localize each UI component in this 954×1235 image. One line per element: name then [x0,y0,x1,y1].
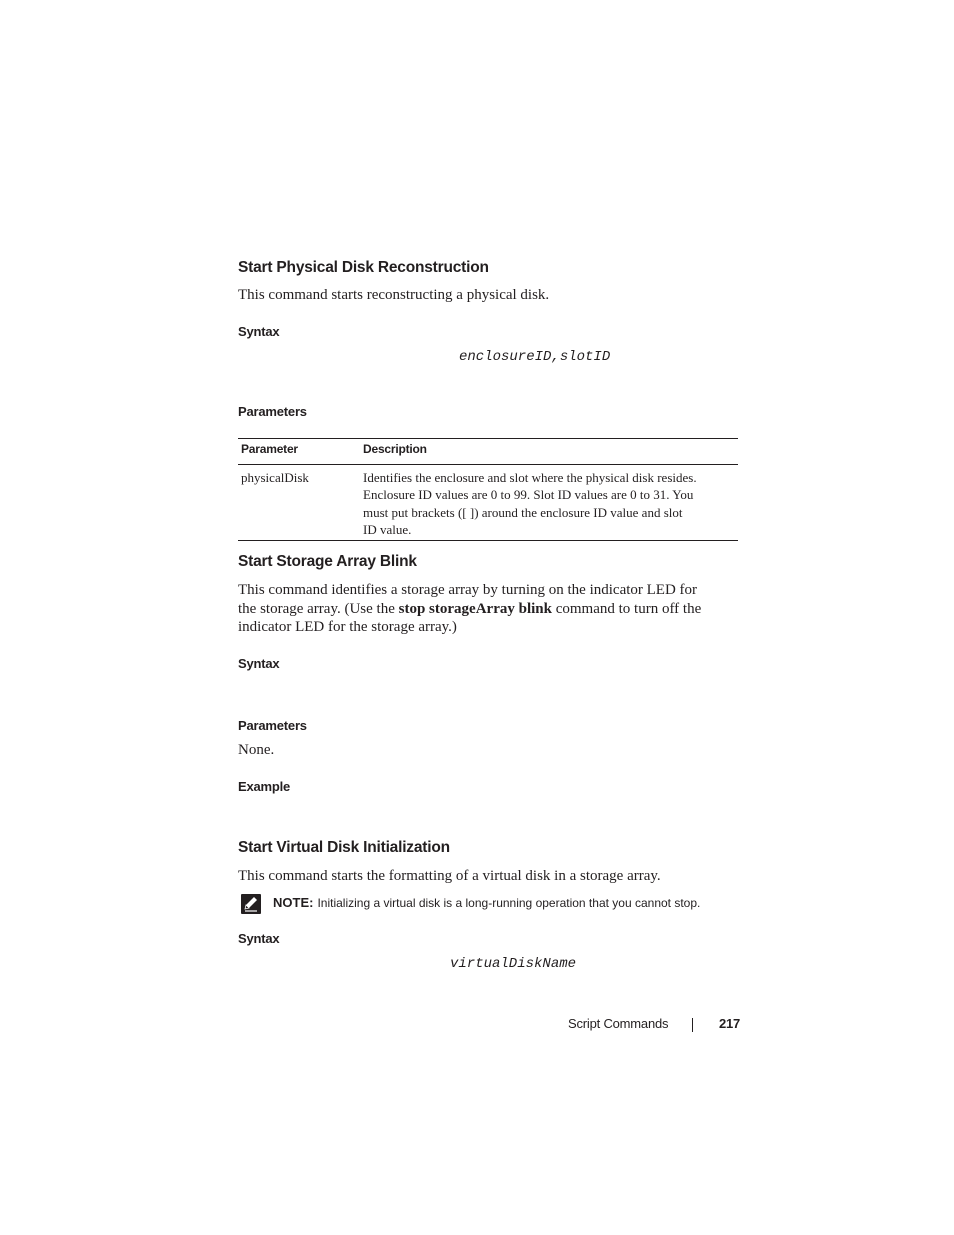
paragraph-line: This command identifies a storage array by turning on the indicator LED for [238,582,698,598]
paragraph-text: command to turn off the [551,600,702,617]
section-title-storage-array-blink: Start Storage Array Blink [238,553,417,570]
parameters-heading: Parameters [238,404,307,419]
table-header-parameter: Parameter [241,442,298,456]
example-heading: Example [238,779,291,794]
syntax-heading: Syntax [238,931,280,946]
section-intro: This command starts the formatting of a virtual disk in a storage array. [238,868,661,884]
table-header-row [238,439,738,465]
table-cell-description [363,469,735,538]
description-line: ID value. [363,521,412,537]
command-name-bold: stop storageArray blink [398,600,552,617]
description-line: Enclosure ID values are 0 to 99. Slot ID values are 0 to 31. You [363,487,694,503]
description-line: Identifies the enclosure and slot where the physical disk resides. [363,470,697,485]
syntax-code: enclosureID,slotID [459,349,611,365]
section-title-physical-disk-reconstruction: Start Physical Disk Reconstruction [238,259,489,276]
pencil-note-icon [241,894,261,914]
syntax-heading: Syntax [238,656,280,671]
note-label: NOTE: [273,895,314,910]
note-text: Initializing a virtual disk is a long-running operation that you cannot stop. [317,896,701,910]
section-title-virtual-disk-initialization: Start Virtual Disk Initialization [238,839,450,856]
paragraph-line: indicator LED for the storage array.) [238,619,457,635]
parameters-text: None. [238,742,275,758]
footer-divider [692,1018,693,1032]
section-paragraph [238,581,701,637]
paragraph-text: the storage array. (Use the [238,600,399,617]
paragraph-line [238,600,701,619]
note [273,894,700,912]
table-header-description: Description [363,442,427,456]
description-line: must put brackets ([ ]) around the enclosure ID value and slot [363,504,683,520]
page-number: 217 [719,1016,741,1031]
table-cell-parameter: physicalDisk [241,470,309,485]
table-row [238,465,738,540]
footer-section-name: Script Commands [568,1016,669,1031]
parameter-table [238,438,738,541]
syntax-heading: Syntax [238,324,280,339]
parameters-heading: Parameters [238,718,307,733]
syntax-code: virtualDiskName [450,956,577,972]
section-intro: This command starts reconstructing a physical disk. [238,287,550,303]
